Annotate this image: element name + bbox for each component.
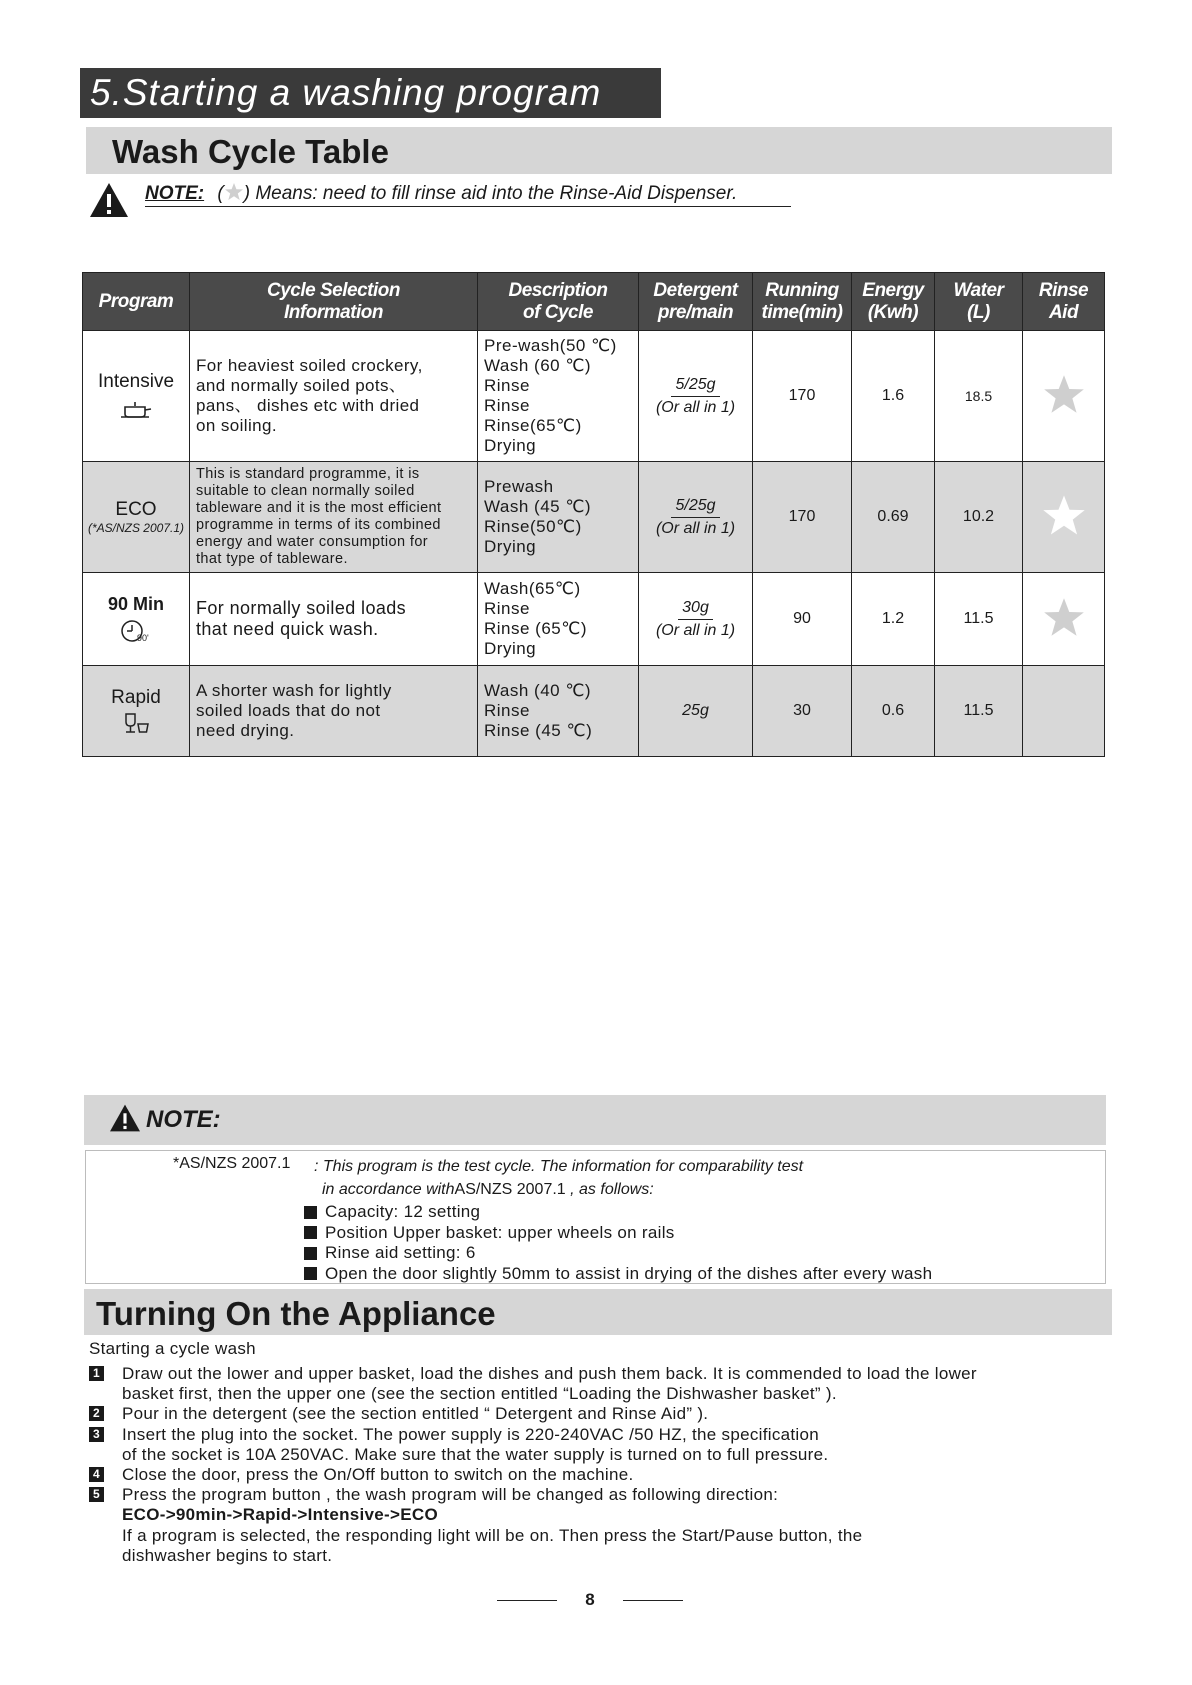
- detergent-cell: 5/25g (Or all in 1): [639, 331, 753, 462]
- svg-text:90': 90': [137, 632, 149, 643]
- cycle-info-cell: This is standard programme, it is suitable to clean normally soiled tableware and it is the most efficient programme in terms of its combined energy and water consumption for that type of tableware.: [190, 462, 478, 573]
- water-cell: 11.5: [935, 573, 1023, 666]
- program-name: Intensive: [97, 371, 175, 392]
- header-description: Description of Cycle: [478, 273, 639, 331]
- cycle-info-cell: For heaviest soiled crockery, and normally soiled pots、 pans、 dishes etc with dried on soiling.: [190, 331, 478, 462]
- standard-text: : This program is the test cycle. The information for comparability test in accordance withAS/NZS 2007.1 , as follows:: [314, 1158, 804, 1198]
- list-item: 3 Insert the plug into the socket. The power supply is 220-240VAC /50 HZ, the specification of the socket is 10A 250VAC. Make sure that the water supply is turned on to full pressure.: [89, 1425, 1109, 1465]
- description-cell: Pre-wash(50 ℃) Wash (60 ℃) Rinse Rinse Rinse(65℃) Drying: [478, 331, 639, 462]
- header-rinse-aid: Rinse Aid: [1023, 273, 1105, 331]
- note-text: Means: need to fill rinse aid into the Rinse-Aid Dispenser.: [255, 183, 738, 204]
- pot-icon: [119, 397, 153, 421]
- table-row: [83, 331, 1105, 462]
- rinse-aid-cell: [1023, 331, 1105, 462]
- cycle-info-cell: A shorter wash for lightly soiled loads that do not need drying.: [190, 666, 478, 757]
- water-cell: 11.5: [935, 666, 1023, 757]
- table-header-row: [83, 273, 1105, 331]
- program-name: 90 Min: [107, 593, 164, 614]
- bottom-note-heading: [84, 1095, 1106, 1145]
- list-item: Open the door slightly 50mm to assist in drying of the dishes after every wash: [304, 1264, 932, 1285]
- star-icon: [1042, 596, 1086, 638]
- list-item: 2 Pour in the detergent (see the section entitled “ Detergent and Rinse Aid” ).: [89, 1404, 1109, 1424]
- warning-icon: [108, 1103, 142, 1133]
- program-cell: [83, 666, 190, 757]
- turning-on-heading: Turning On the Appliance: [84, 1289, 1112, 1335]
- list-item: 4 Close the door, press the On/Off button to switch on the machine.: [89, 1465, 1109, 1485]
- rinse-aid-cell: [1023, 462, 1105, 573]
- section-title: 5.Starting a washing program: [80, 68, 661, 118]
- test-settings-list: [304, 1202, 932, 1284]
- header-running: Running time(min): [753, 273, 852, 331]
- top-note: [145, 182, 791, 207]
- description-cell: Wash (40 ℃) Rinse Rinse (45 ℃): [478, 666, 639, 757]
- note-label: NOTE:: [145, 183, 205, 204]
- program-direction: ECO->90min->Rapid->Intensive->ECO: [122, 1505, 438, 1525]
- water-cell: 10.2: [935, 462, 1023, 573]
- list-item: 1 Draw out the lower and upper basket, load the dishes and push them back. It is commended to load the lower basket first, then the upper one (see the section entitled “Loading the Dishwasher basket” ).: [89, 1364, 1109, 1404]
- energy-cell: 1.6: [852, 331, 935, 462]
- table-row: [83, 573, 1105, 666]
- wash-cycle-heading: Wash Cycle Table: [86, 127, 1112, 174]
- standard-label: *AS/NZS 2007.1: [173, 1155, 291, 1172]
- table-row: [83, 666, 1105, 757]
- list-item: Position Upper basket: upper wheels on rails: [304, 1223, 932, 1244]
- step-number: 4: [89, 1467, 104, 1482]
- rinse-aid-cell: [1023, 666, 1105, 757]
- running-time-cell: 170: [753, 331, 852, 462]
- energy-cell: 1.2: [852, 573, 935, 666]
- page-number: 8: [585, 1590, 595, 1609]
- water-cell: 18.5: [935, 331, 1023, 462]
- step-number: 1: [89, 1366, 104, 1381]
- star-icon: [1041, 493, 1087, 537]
- description-cell: Prewash Wash (45 ℃) Rinse(50℃) Drying: [478, 462, 639, 573]
- step-number: 2: [89, 1406, 104, 1421]
- steps-list: [89, 1364, 1109, 1566]
- list-item: Rinse aid setting: 6: [304, 1243, 932, 1264]
- program-cell: [83, 573, 190, 666]
- program-name: ECO: [115, 499, 157, 520]
- wash-cycle-table: [82, 272, 1105, 757]
- program-cell: [83, 331, 190, 462]
- note-label: NOTE:: [146, 1106, 221, 1133]
- running-time-cell: 170: [753, 462, 852, 573]
- star-icon: [1042, 373, 1086, 415]
- header-energy: Energy (Kwh): [852, 273, 935, 331]
- header-detergent: Detergent pre/main: [639, 273, 753, 331]
- detergent-cell: 5/25g (Or all in 1): [639, 462, 753, 573]
- running-time-cell: 30: [753, 666, 852, 757]
- running-time-cell: 90: [753, 573, 852, 666]
- starting-subheading: Starting a cycle wash: [89, 1339, 256, 1358]
- page-footer: [497, 1588, 683, 1612]
- warning-icon: [88, 181, 130, 219]
- detergent-cell: 25g: [639, 666, 753, 757]
- energy-cell: 0.6: [852, 666, 935, 757]
- close-paren: ): [243, 183, 251, 204]
- list-item: Capacity: 12 setting: [304, 1202, 932, 1223]
- description-cell: Wash(65℃) Rinse Rinse (65℃) Drying: [478, 573, 639, 666]
- table-row: [83, 462, 1105, 573]
- glass-cup-icon: [121, 713, 151, 735]
- clock-90-icon: [119, 619, 153, 645]
- open-paren: (: [217, 183, 224, 204]
- header-program: Program: [83, 273, 190, 331]
- detergent-cell: 30g (Or all in 1): [639, 573, 753, 666]
- header-cycle: Cycle Selection Information: [190, 273, 478, 331]
- step-number: 3: [89, 1427, 104, 1442]
- energy-cell: 0.69: [852, 462, 935, 573]
- program-name: Rapid: [111, 687, 161, 708]
- cycle-info-cell: For normally soiled loads that need quick wash.: [190, 573, 478, 666]
- star-icon: [224, 182, 244, 201]
- program-cell: [83, 462, 190, 573]
- header-water: Water (L): [935, 273, 1023, 331]
- rinse-aid-cell: [1023, 573, 1105, 666]
- program-standard: (*AS/NZS 2007.1): [87, 521, 185, 535]
- list-item: 5 Press the program button , the wash program will be changed as following direction: ECO->90min->Rapid->Intensive->ECO If a program is selected, the responding light will be on. Then press the Start/Pause button, the dishwasher begins to start.: [89, 1485, 1109, 1566]
- step-number: 5: [89, 1487, 104, 1502]
